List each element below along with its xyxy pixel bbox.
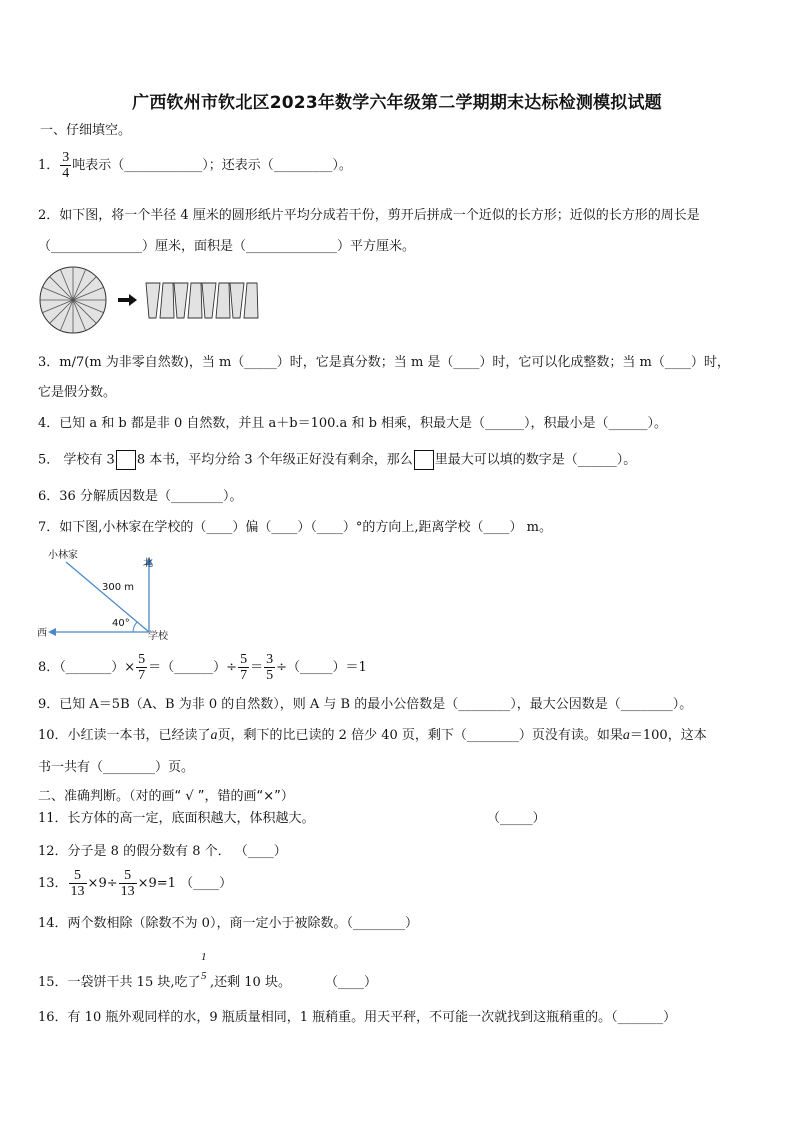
angle-arc [133,622,137,632]
rectangle-strip [160,283,174,318]
question-text: ×9÷ [87,876,118,891]
question-text: ＝ [250,660,264,675]
rectangle-strip [230,283,244,318]
question-13 [38,868,232,899]
question-11: 11．长方体的高一定，底面积越大，体积越大。 [38,811,315,826]
rectangle-strip [202,283,216,318]
label-angle: 40° [112,618,130,629]
variable-a: a [210,728,218,743]
fraction-denominator: 7 [138,668,146,683]
question-2-line-1: 2．如下图，将一个半径 4 厘米的圆形纸片平均分成若干份，剪开后拼成一个近似的长方形；近似的长方形的周长是 [38,208,700,223]
question-1 [38,150,352,181]
question-12: 12．分子是 8 的假分数有 8 个． （____） [38,844,287,859]
question-14: 14．两个数相除（除数不为 0），商一定小于被除数。（________） [38,916,418,931]
question-15-cont: ,还剩 10 块。 [210,975,291,990]
variable-a: a [622,728,630,743]
fraction-denominator: 7 [240,668,248,683]
fraction-numerator: 1 [201,951,207,963]
question-text: 15．一袋饼干共 15 块,吃了 [38,975,201,990]
question-text: ＝（______）÷ [148,660,238,675]
section-heading-fill-in: 一、仔细填空。 [40,123,132,138]
answer-blank[interactable]: （_____） [487,811,546,826]
page-title: 广西钦州市钦北区2023年数学六年级第二学期期末达标检测模拟试题 [132,93,662,113]
question-10-line-2: 书一共有（________）页。 [38,760,195,775]
question-text: ×9=1 （____） [137,876,233,891]
question-3-line-2: 它是假分数。 [38,385,117,400]
question-text: ＝100，这本 [629,728,707,743]
fraction-numerator: 5 [119,868,137,884]
fraction-numerator: 3 [62,150,70,165]
label-west: 西 [37,628,47,639]
rectangle-strip [244,283,258,318]
fraction [119,868,137,899]
question-3-line-1: 3．m/7(m 为非零自然数)，当 m（_____）时，它是真分数；当 m 是（____）时，它可以化成整数；当 m（____）时， [38,355,730,370]
fraction-denominator: 5 [266,668,274,683]
fraction-numerator: 3 [266,652,274,667]
question-text: 8 本书，平均分给 3 个年级正好没有剩余，那么 [136,452,413,468]
digit-box[interactable] [414,450,434,470]
route-line [66,562,149,632]
fraction [238,652,249,683]
question-text: ÷（_____）＝1 [276,660,367,675]
fraction-numerator: 5 [69,868,87,884]
fraction-numerator: 5 [240,652,248,667]
circle-to-rectangle-figure [36,266,260,336]
question-2-line-2: （______________）厘米，面积是（______________）平方厘米。 [38,239,416,254]
label-distance: 300 m [102,582,135,593]
label-school: 学校 [148,631,168,642]
question-text: 10．小红读一本书，已经读了 [38,728,211,743]
question-number: 1． [38,158,60,173]
question-text: 里最大可以填的数字是（______）。 [434,452,637,468]
fraction [136,652,147,683]
rectangle-strip [188,283,202,318]
question-text: 吨表示（ [72,158,125,173]
fraction-numerator: 5 [138,652,146,667]
section-heading-true-false: 二、准确判断。（对的画“ √ ”，错的画“×”） [38,789,294,804]
fraction-one-fifth [201,951,207,983]
fraction-denominator: 13 [70,884,85,899]
label-north: 北 [143,558,153,569]
rectangle-strip [174,283,188,318]
arrow-left-icon [48,628,56,636]
question-text: 页，剩下的比已读的 2 倍少 40 页，剩下（________）页没有读。如果 [217,728,623,743]
fraction [69,868,87,899]
question-5 [38,450,636,470]
fraction-denominator: 5 [201,970,207,982]
rectangle-strip [216,283,230,318]
question-text: 8．（_______）× [38,660,136,675]
question-number: 13． [38,876,68,891]
direction-diagram [34,546,184,646]
question-16: 16．有 10 瓶外观同样的水，9 瓶质量相同，1 瓶稍重。用天平秤，不可能一次就找到这瓶稍重的。（_______） [38,1010,677,1025]
digit-box[interactable] [116,450,136,470]
question-9: 9．已知 A＝5B（A、B 为非 0 的自然数），则 A 与 B 的最小公倍数是（________），最大公因数是（________）。 [38,697,693,712]
sliced-circle [40,267,106,333]
fraction-three-quarters [60,150,71,181]
arrow-right-icon [118,294,137,306]
answer-blank[interactable]: （____） [325,975,378,990]
label-home: 小林家 [48,550,78,561]
fraction-denominator: 13 [120,884,135,899]
question-6: 6．36 分解质因数是（________）。 [38,489,243,504]
question-8 [38,652,367,683]
question-text: 5． 学校有 3 [38,452,115,468]
question-7: 7．如下图,小林家在学校的（____）偏（____）（____）°的方向上,距离学校（____） m。 [38,520,552,535]
rectangle-strip [146,283,160,318]
question-15 [38,974,200,992]
question-10-line-1 [38,727,707,745]
rearranged-rectangle [146,283,258,318]
answer-blank[interactable]: _________ [273,158,333,173]
answer-blank[interactable]: ____________ [124,158,203,173]
fraction [264,652,275,683]
question-text: ）。 [332,158,352,173]
fraction-denominator: 4 [62,166,70,181]
question-4: 4．已知 a 和 b 都是非 0 自然数，并且 a＋b＝100.a 和 b 相乘，积最大是（______），积最小是（______）。 [38,416,668,431]
question-text: ）；还表示（ [202,158,274,173]
